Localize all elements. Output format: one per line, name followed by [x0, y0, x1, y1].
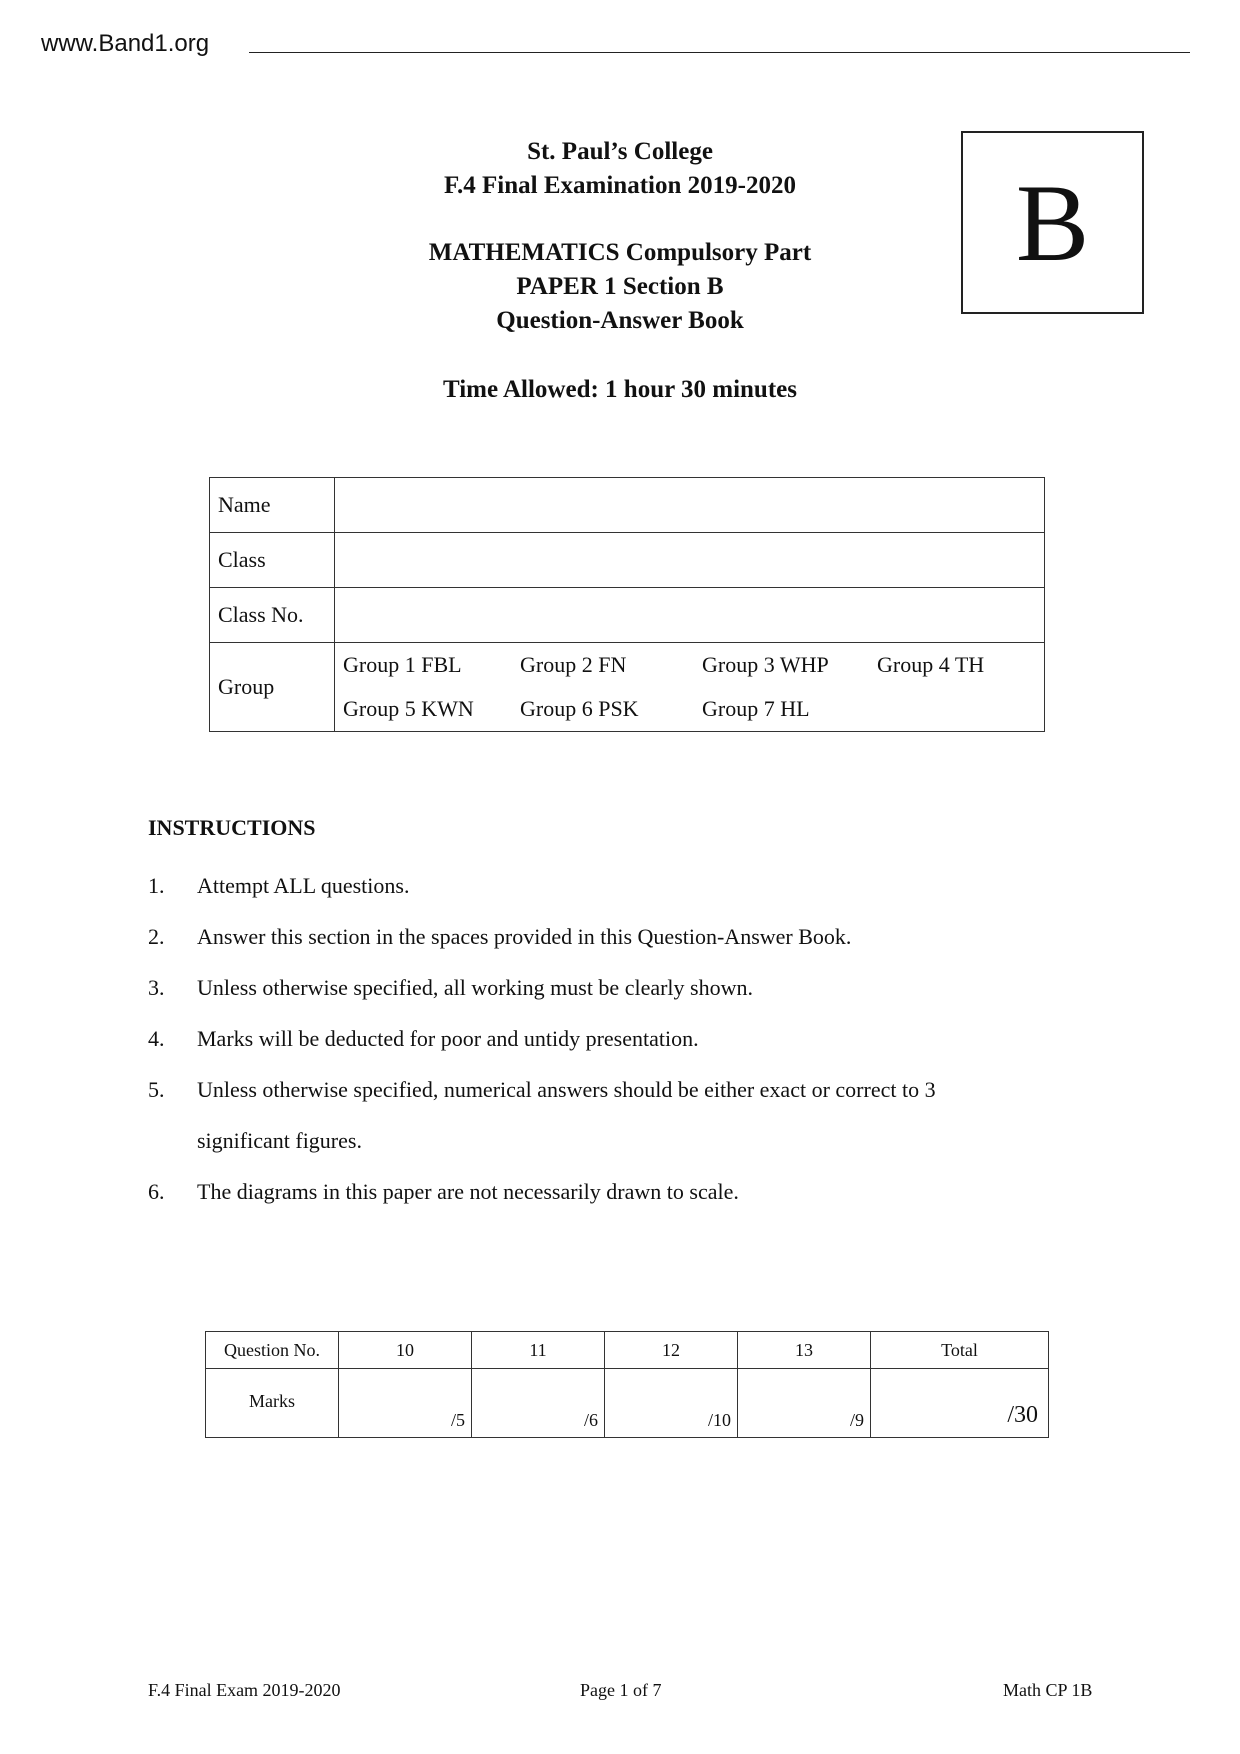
total-label: Total — [871, 1332, 1049, 1369]
instruction-item — [148, 1064, 1098, 1166]
paper-title: PAPER 1 Section B — [516, 273, 724, 300]
instruction-text: Unless otherwise specified, numerical answers should be either exact or correct to 3 — [197, 1077, 936, 1102]
instructions-list — [148, 860, 1098, 1217]
question-number: 11 — [472, 1332, 605, 1369]
paper-block — [360, 236, 880, 338]
class-row — [210, 533, 1045, 588]
max-mark: /5 — [450, 1410, 465, 1430]
instruction-item — [148, 962, 1098, 1013]
question-number: 10 — [339, 1332, 472, 1369]
group-options — [335, 643, 1045, 732]
instruction-text: The diagrams in this paper are not necessarily drawn to scale. — [197, 1179, 739, 1204]
instruction-number: 5. — [148, 1077, 165, 1102]
student-info-table — [209, 477, 1045, 732]
class-no-row — [210, 588, 1045, 643]
time-block — [360, 373, 880, 407]
instruction-text: Unless otherwise specified, all working must be clearly shown. — [197, 975, 753, 1000]
marks-label: Marks — [249, 1391, 295, 1411]
marks-table — [205, 1331, 1049, 1438]
question-number: 13 — [738, 1332, 871, 1369]
name-row — [210, 478, 1045, 533]
instruction-text: Attempt ALL questions. — [197, 873, 410, 898]
instruction-item — [148, 1166, 1098, 1217]
site-url: www.Band1.org — [41, 30, 210, 57]
total-max-mark: /30 — [1007, 1402, 1038, 1428]
instruction-item — [148, 911, 1098, 962]
total-mark-cell[interactable] — [871, 1369, 1049, 1438]
group-option[interactable]: Group 4 TH — [877, 652, 985, 677]
class-label: Class — [210, 533, 335, 588]
book-title: Question-Answer Book — [496, 307, 744, 334]
class-field[interactable] — [335, 533, 1045, 588]
instruction-item — [148, 1013, 1098, 1064]
class-no-label: Class No. — [210, 588, 335, 643]
marks-label-cell — [206, 1369, 339, 1438]
instruction-number: 1. — [148, 873, 165, 898]
section-letter-box: B — [961, 131, 1144, 314]
group-option[interactable]: Group 2 FN — [520, 652, 627, 677]
instruction-text: Answer this section in the spaces provided in this Question-Answer Book. — [197, 924, 852, 949]
question-no-label: Question No. — [206, 1332, 339, 1369]
group-option[interactable]: Group 1 FBL — [343, 652, 462, 677]
school-name: St. Paul’s College — [527, 138, 713, 165]
group-label: Group — [210, 643, 335, 732]
instruction-number: 3. — [148, 975, 165, 1000]
title-block — [360, 135, 880, 203]
mark-cell[interactable] — [738, 1369, 871, 1438]
exam-title: F.4 Final Examination 2019-2020 — [444, 172, 796, 199]
group-option[interactable]: Group 7 HL — [702, 696, 810, 721]
header-rule — [249, 52, 1190, 53]
instruction-number: 6. — [148, 1179, 165, 1204]
instruction-text: Marks will be deducted for poor and untidy presentation. — [197, 1026, 699, 1051]
footer-exam-name: F.4 Final Exam 2019-2020 — [148, 1680, 341, 1700]
footer-subject-code: Math CP 1B — [1003, 1680, 1093, 1700]
marks-header-row — [206, 1332, 1049, 1369]
instructions-heading: INSTRUCTIONS — [148, 815, 316, 840]
instruction-number: 4. — [148, 1026, 165, 1051]
group-option[interactable]: Group 6 PSK — [520, 696, 639, 721]
mark-cell[interactable] — [605, 1369, 738, 1438]
max-mark: /10 — [707, 1410, 731, 1430]
instruction-text-continued: significant figures. — [197, 1128, 362, 1153]
footer-page-number: Page 1 of 7 — [580, 1680, 662, 1700]
instruction-item — [148, 860, 1098, 911]
time-allowed: Time Allowed: 1 hour 30 minutes — [443, 376, 797, 403]
max-mark: /9 — [849, 1410, 864, 1430]
name-field[interactable] — [335, 478, 1045, 533]
mark-cell[interactable] — [339, 1369, 472, 1438]
question-number: 12 — [605, 1332, 738, 1369]
marks-row — [206, 1369, 1049, 1438]
group-option[interactable]: Group 5 KWN — [343, 696, 474, 721]
name-label: Name — [210, 478, 335, 533]
instruction-number: 2. — [148, 924, 165, 949]
class-no-field[interactable] — [335, 588, 1045, 643]
group-row — [210, 643, 1045, 732]
group-option[interactable]: Group 3 WHP — [702, 652, 829, 677]
max-mark: /6 — [583, 1410, 598, 1430]
mark-cell[interactable] — [472, 1369, 605, 1438]
subject-title: MATHEMATICS Compulsory Part — [428, 239, 812, 266]
